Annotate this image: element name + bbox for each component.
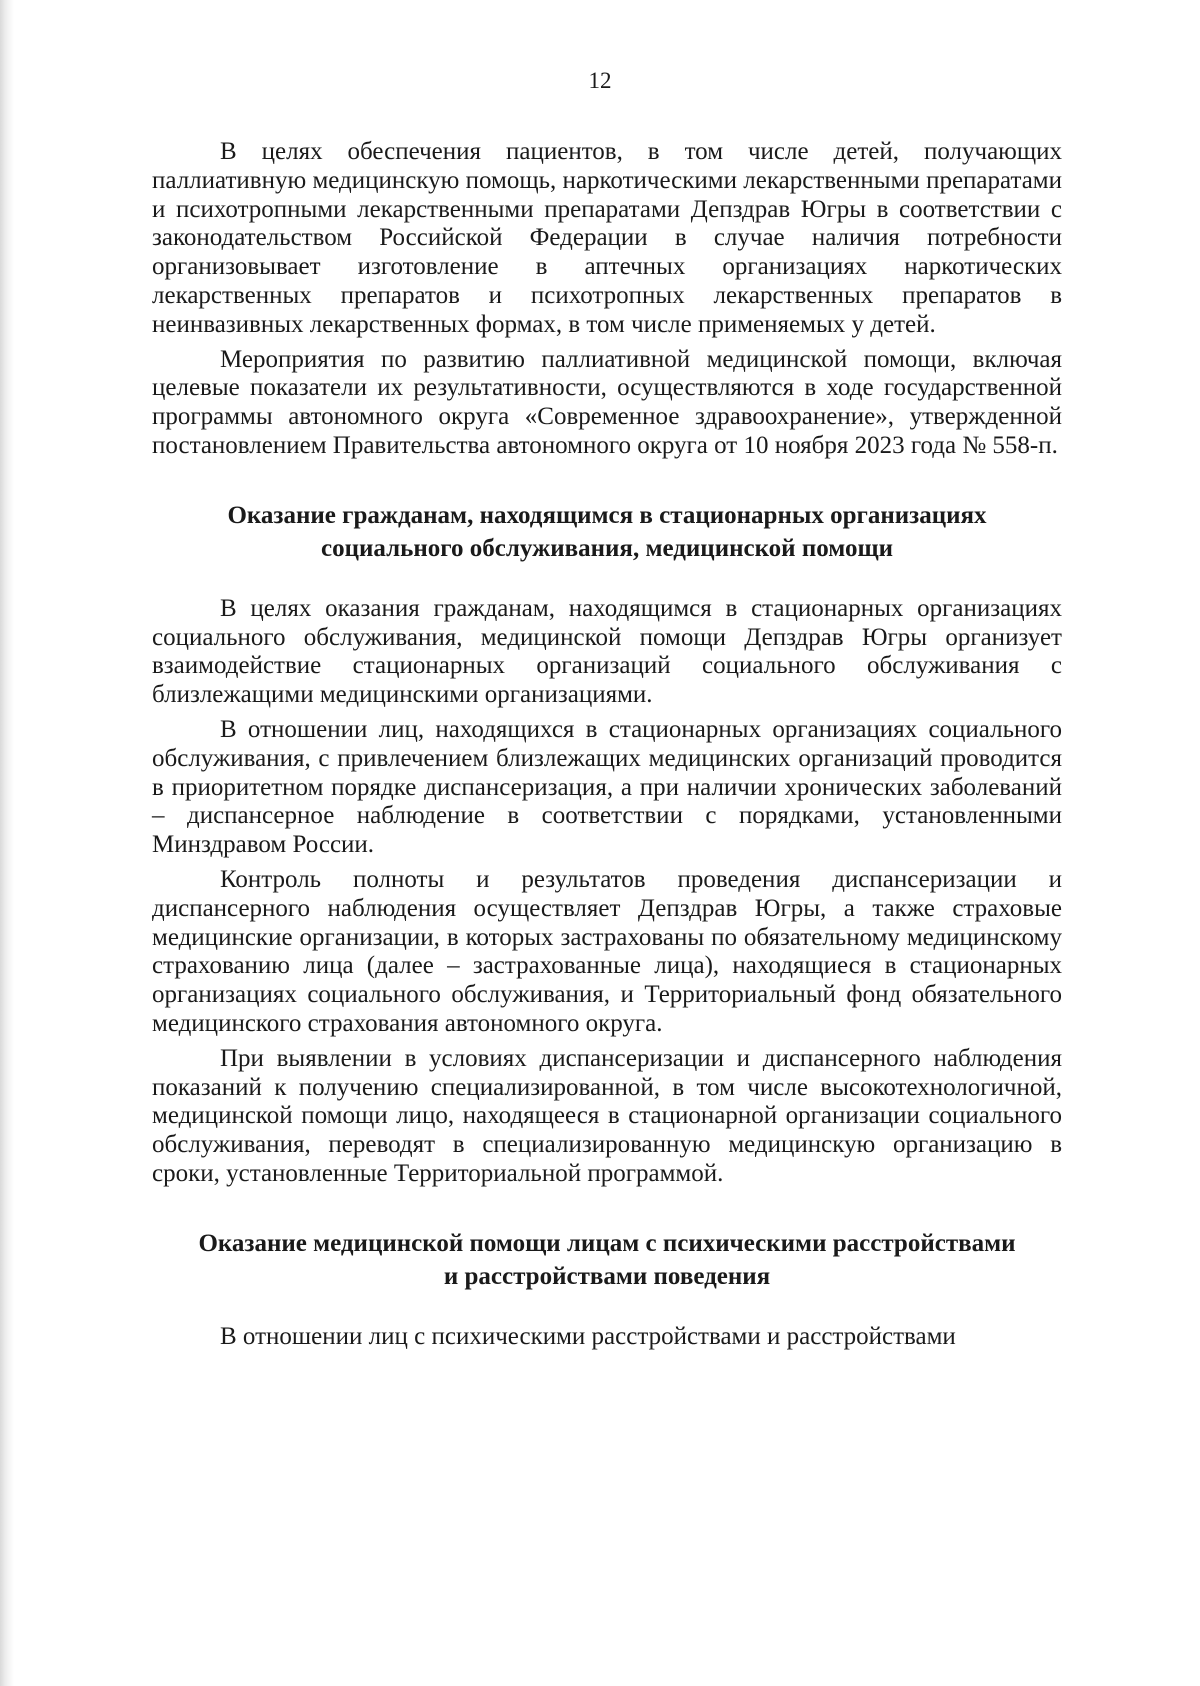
section-heading-mental-health [152,1227,1062,1293]
paragraph-social-care-interaction: В целях оказания гражданам, находящимся в стационарных организациях социального обслуживания, медицинской помощи Депздрав Югры организует взаимодействие стационарных организаций социального обслуживания с близлежащими медицинскими организациями. [152,594,1062,709]
section-heading-line: Оказание гражданам, находящимся в стационарных организациях [227,501,987,529]
paragraph-control: Контроль полноты и результатов проведения диспансеризации и диспансерного наблюдения осуществляет Депздрав Югры, а также страховые медицинские организации, в которых застрахованы по обязательному медицинскому страхованию лица (далее – застрахованные лица), находящиеся в стационарных организациях социального обслуживания, и Территориальный фонд обязательного медицинского страхования автономного округа. [152,865,1062,1037]
paragraph-palliative-drugs: В целях обеспечения пациентов, в том числе детей, получающих паллиативную медицинскую помощь, наркотическими лекарственными препаратами и психотропными лекарственными препаратами Депздрав Югры в соответствии с законодательством Российской Федерации в случае наличия потребности организовывает изготовление в аптечных организациях наркотических лекарственных препаратов и психотропных лекарственных препаратов в неинвазивных лекарственных формах, в том числе применяемых у детей. [152,138,1062,338]
section-heading-social-care [152,499,1062,565]
page-number: 12 [588,68,612,93]
paragraph-palliative-program: Мероприятия по развитию паллиативной медицинской помощи, включая целевые показатели их результативности, осуществляются в ходе государственной программы автономного округа «Современное здравоохранение», утвержденной постановлением Правительства автономного округа от 10 ноября 2023 года № 558-п. [152,345,1062,459]
paragraph-specialized-care: При выявлении в условиях диспансеризации и диспансерного наблюдения показаний к получению специализированной, в том числе высокотехнологичной, медицинской помощи лицо, находящееся в стационарной организации социального обслуживания, переводят в специализированную медицинскую организацию в сроки, установленные Территориальной программой. [152,1044,1062,1187]
section-heading-line: социального обслуживания, медицинской помощи [321,534,893,562]
document-body [152,138,1062,1352]
section-heading-line: и расстройствами поведения [443,1262,771,1290]
section-heading-line: Оказание медицинской помощи лицам с психическими расстройствами [198,1229,1016,1257]
scan-edge-shadow [0,0,14,1686]
paragraph-mental-health: В отношении лиц с психическими расстройствами и расстройствами [220,1322,956,1350]
paragraph-dispensary-exam: В отношении лиц, находящихся в стационарных организациях социального обслуживания, с привлечением близлежащих медицинских организаций проводится в приоритетном порядке диспансеризация, а при наличии хронических заболеваний – диспансерное наблюдение в соответствии с порядками, установленными Минздравом России. [152,715,1062,859]
